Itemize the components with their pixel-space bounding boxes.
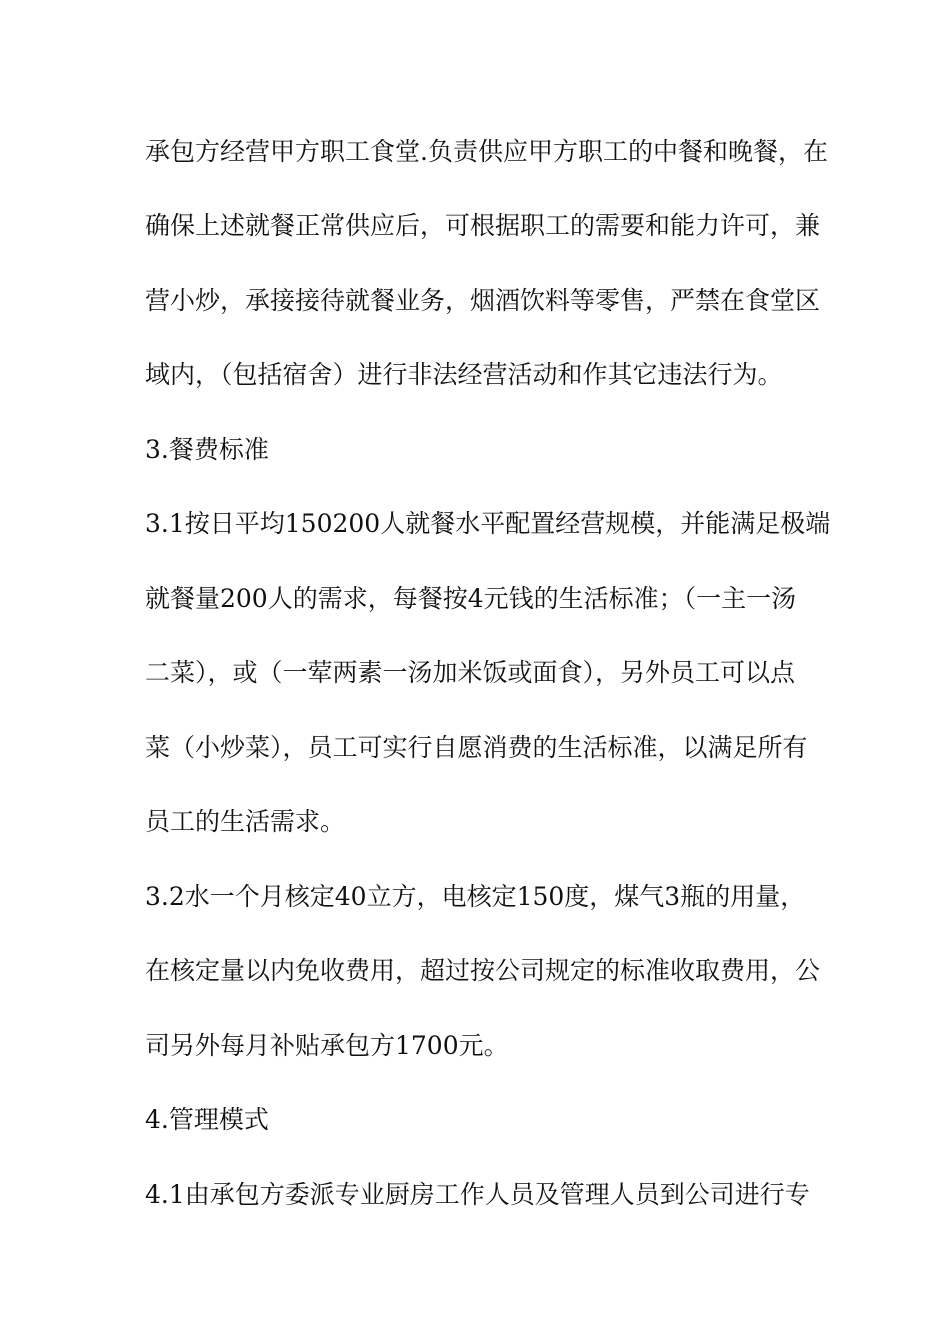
text-line: 在核定量以内免收费用，超过按公司规定的标准收取费用，公 xyxy=(145,956,821,985)
text-line: 员工的生活需求。 xyxy=(145,807,346,836)
text-line: 司另外每月补贴承包方1700元。 xyxy=(145,1031,509,1060)
text-line: 确保上述就餐正常供应后，可根据职工的需要和能力许可，兼 xyxy=(145,211,821,240)
text-line: 3.2水一个月核定40立方，电核定150度，煤气3瓶的用量， xyxy=(145,882,806,911)
section-heading: 4.管理模式 xyxy=(145,1105,269,1134)
text-line: 就餐量200人的需求，每餐按4元钱的生活标准；（一主一汤 xyxy=(145,584,797,613)
text-line: 菜（小炒菜），员工可实行自愿消费的生活标准，以满足所有 xyxy=(145,733,808,762)
text-line: 3.1按日平均150200人就餐水平配置经营规模，并能满足极端 xyxy=(145,509,831,538)
text-line: 二菜），或（一荤两素一汤加米饭或面食），另外员工可以点 xyxy=(145,658,796,687)
text-line: 承包方经营甲方职工食堂.负责供应甲方职工的中餐和晚餐，在 xyxy=(145,137,828,166)
text-line: 域内，（包括宿舍）进行非法经营活动和作其它违法行为。 xyxy=(145,360,783,389)
text-line: 营小炒，承接接待就餐业务，烟酒饮料等零售，严禁在食堂区 xyxy=(145,286,821,315)
section-heading: 3.餐费标准 xyxy=(145,435,269,464)
text-line: 4.1由承包方委派专业厨房工作人员及管理人员到公司进行专 xyxy=(145,1180,810,1209)
